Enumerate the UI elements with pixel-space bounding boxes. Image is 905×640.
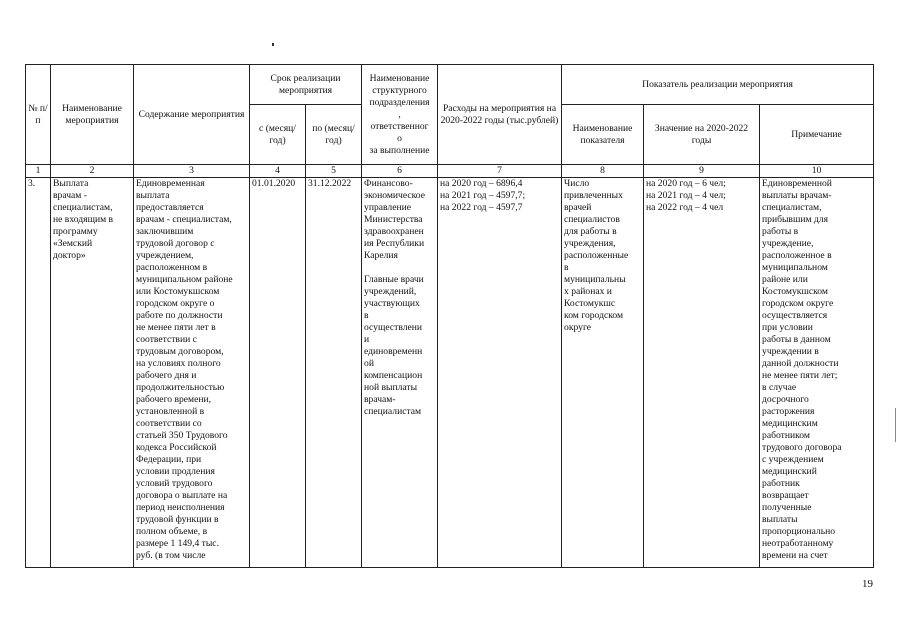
- column-number: 2: [51, 165, 134, 178]
- header-col-to: по (месяц/ год): [306, 105, 362, 165]
- column-number: 5: [306, 165, 362, 178]
- row-expenses: на 2020 год – 6896,4 на 2021 год – 4597,7; на 2022 год – 4597,7: [438, 178, 562, 568]
- activity-table: [25, 64, 874, 568]
- header-col-department: Наименование структурного подразделения , ответственног о за выполнение: [362, 65, 438, 165]
- header-col-from: с (месяц/ год): [250, 105, 306, 165]
- table-row: [26, 178, 874, 568]
- row-from-date: 01.01.2020: [250, 178, 306, 568]
- header-col-note: Примечание: [760, 105, 874, 165]
- column-number: 8: [562, 165, 644, 178]
- column-number: 7: [438, 165, 562, 178]
- column-number: 10: [760, 165, 874, 178]
- header-term-group: Срок реализации мероприятия: [250, 65, 362, 105]
- header-col-expenses: Расходы на мероприятия на 2020-2022 годы (тыс.рублей): [438, 65, 562, 165]
- header-col-value: Значение на 2020-2022 годы: [644, 105, 760, 165]
- row-name: Выплата врачам - специалистам, не входящим в программу «Земский доктор»: [51, 178, 134, 568]
- column-number-row: [26, 165, 874, 178]
- scan-edge-mark: [895, 408, 896, 442]
- column-number: 6: [362, 165, 438, 178]
- row-content: Единовременная выплата предоставляется врачам - специалистам, заключившим трудовой договор с учреждением, расположенном в муниципальном районе или Костомукшском городском округе о работе по должности не менее пяти лет в соответствии с трудовым договором, на условиях полного рабочего дня и продолжительностью рабочего времени, установленной в соответствии со статьей 350 Трудового кодекса Российской Федерации, при условии продления условий трудового договора о выплате на период неисполнения трудовой функции в полном объеме, в размере 1 149,4 тыс. руб. (в том числе: [134, 178, 250, 568]
- scan-mark: [272, 43, 274, 46]
- header-col-number: № п/п: [26, 65, 51, 165]
- row-indicator-name: Число привлеченных врачей специалистов для работы в учреждения, расположенные в муниципальны х районах и Костомукшс ком городском округе: [562, 178, 644, 568]
- header-col-name: Наименование мероприятия: [51, 65, 134, 165]
- row-number: 3.: [26, 178, 51, 568]
- header-indicator-group: Показатель реализации мероприятия: [562, 65, 874, 105]
- column-number: 4: [250, 165, 306, 178]
- column-number: 3: [134, 165, 250, 178]
- header-col-content: Содержание мероприятия: [134, 65, 250, 165]
- header-col-indicator-name: Наименование показателя: [562, 105, 644, 165]
- column-number: 1: [26, 165, 51, 178]
- row-department: Финансово- экономическое управление Министерства здравоохранен ия Республики Карелия Главные врачи учреждений, участвующих в осуществлени и единовременн ой компенсацион ной выплаты врачам- специалистам: [362, 178, 438, 568]
- row-note: Единовременной выплаты врачам- специалистам, прибывшим для работы в учреждение, расположенное в муниципальном районе или Костомукшском городском округе осуществляется при условии работы в данном учреждении в данной должности не менее пяти лет; в случае досрочного расторжения медицинским работником трудового договора с учреждением медицинский работник возвращает полученные выплаты пропорционально неотработанному времени на счет: [760, 178, 874, 568]
- page-number: 19: [862, 578, 873, 590]
- row-value: на 2020 год – 6 чел; на 2021 год – 4 чел; на 2022 год – 4 чел: [644, 178, 760, 568]
- column-number: 9: [644, 165, 760, 178]
- row-to-date: 31.12.2022: [306, 178, 362, 568]
- header-row-1: [26, 65, 874, 105]
